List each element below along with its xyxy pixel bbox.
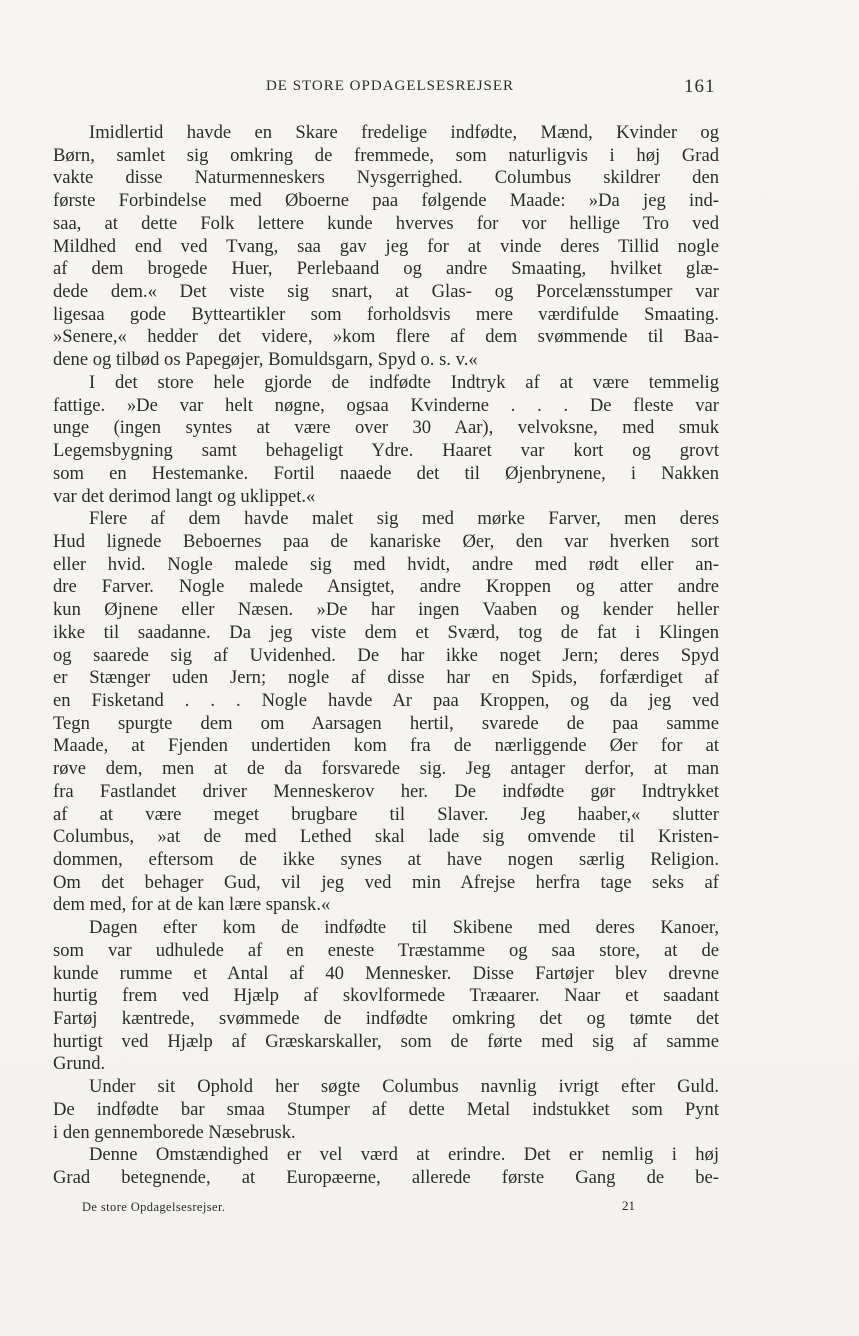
text-line: fra Fastlandet driver Menneskerov her. De indfødte gør Indtrykket — [53, 780, 719, 802]
text-line: I det store hele gjorde de indfødte Indtryk af at være temmelig — [89, 371, 719, 393]
text-line: Hud lignede Beboernes paa de kanariske Øer, den var hverken sort — [53, 530, 719, 552]
text-line: som en Hestemanke. Fortil naaede det til Øjenbrynene, i Nakken — [53, 462, 719, 484]
text-line: er Stænger uden Jern; nogle af disse har en Spids, forfærdiget af — [53, 667, 719, 689]
text-line: Flere af dem havde malet sig med mørke Farver, men deres — [89, 508, 719, 530]
text-line: af at være meget brugbare til Slaver. Jeg haaber,« slutter — [53, 803, 719, 825]
text-line: dommen, eftersom de ikke synes at have nogen særlig Religion. — [53, 849, 719, 870]
text-line: Under sit Ophold her søgte Columbus navnlig ivrigt efter Guld. — [89, 1076, 719, 1098]
text-line: Mildhed end ved Tvang, saa gav jeg for at vinde deres Tillid nogle — [53, 235, 719, 257]
text-line: af dem brogede Huer, Perlebaand og andre Smaating, hvilket glæ- — [53, 258, 719, 280]
text-line: var det derimod langt og uklippet.« — [53, 485, 316, 507]
text-line: hurtigt ved Hjælp af Græskarskaller, som de førte med sig af samme — [53, 1030, 719, 1052]
signature-number: 21 — [622, 1198, 635, 1213]
text-line: dem med, for at de kan lære spansk.« — [53, 894, 331, 916]
text-line: ligesaa gode Bytteartikler som forholdsvis mere værdifulde Smaating. — [53, 303, 719, 325]
text-line: saa, at dette Folk lettere kunde hverves for vor hellige Tro ved — [53, 212, 719, 234]
text-line: »Senere,« hedder det videre, »kom flere af dem svømmende til Baa- — [53, 326, 719, 348]
text-line: dede dem.« Det viste sig snart, at Glas- og Porcelænsstumper var — [53, 281, 719, 303]
page-number: 161 — [684, 76, 716, 97]
text-line: Fartøj kæntrede, svømmede de indfødte omkring det og tømte det — [53, 1008, 719, 1030]
text-line: De indfødte bar smaa Stumper af dette Metal indstukket som Pynt — [53, 1098, 719, 1120]
text-line: Grund. — [53, 1053, 106, 1075]
text-line: Columbus, »at de med Lethed skal lade sig omvende til Kristen- — [53, 826, 719, 848]
page-footer — [0, 1196, 859, 1220]
text-line: fattige. »De var helt nøgne, ogsaa Kvinderne . . . De fleste var — [53, 394, 719, 416]
text-line: en Fisketand . . . Nogle havde Ar paa Kroppen, og da jeg ved — [53, 689, 719, 711]
text-line: Denne Omstændighed er vel værd at erindre. Det er nemlig i høj — [89, 1144, 719, 1166]
text-line: Imidlertid havde en Skare fredelige indfødte, Mænd, Kvinder og — [89, 122, 719, 143]
text-line: som var udhulede af en eneste Træstamme og saa store, at de — [53, 939, 719, 961]
text-line: kunde rumme et Antal af 40 Mennesker. Disse Fartøjer blev drevne — [53, 962, 719, 984]
text-line: ikke til saadanne. Da jeg viste dem et Sværd, tog de fat i Klingen — [53, 621, 719, 643]
text-line: Grad betegnende, at Europæerne, allerede første Gang de be- — [53, 1167, 719, 1189]
text-line: Børn, samlet sig omkring de fremmede, som naturligvis i høj Grad — [53, 144, 719, 166]
text-line: eller hvid. Nogle malede sig med hvidt, andre med rødt eller an- — [53, 553, 719, 575]
signature-title: De store Opdagelsesrejser. — [82, 1200, 226, 1214]
text-line: Maade, at Fjenden undertiden kom fra de nærliggende Øer for at — [53, 735, 719, 757]
body-text — [53, 122, 719, 1190]
text-line: Tegn spurgte dem om Aarsagen hertil, svarede de paa samme — [53, 712, 719, 734]
text-line: Om det behager Gud, vil jeg ved min Afrejse herfra tage seks af — [53, 871, 719, 893]
text-line: og saarede sig af Uvidenhed. De har ikke noget Jern; deres Spyd — [53, 644, 719, 666]
text-line: hurtig frem ved Hjælp af skovlformede Træaarer. Naar et saadant — [53, 985, 719, 1007]
text-line: Dagen efter kom de indfødte til Skibene med deres Kanoer, — [89, 917, 719, 939]
text-line: røve dem, men at de da forsvarede sig. Jeg antager derfor, at man — [53, 758, 719, 780]
text-line: første Forbindelse med Øboerne paa følgende Maade: »Da jeg ind- — [53, 190, 719, 212]
text-line: vakte disse Naturmenneskers Nysgerrighed. Columbus skildrer den — [53, 167, 719, 189]
text-line: Legemsbygning samt behageligt Ydre. Haaret var kort og grovt — [53, 440, 719, 462]
text-line: dene og tilbød os Papegøjer, Bomuldsgarn, Spyd o. s. v.« — [53, 349, 478, 371]
text-line: dre Farver. Nogle malede Ansigtet, andre Kroppen og atter andre — [53, 576, 719, 598]
text-line: unge (ingen syntes at være over 30 Aar), velvoksne, med smuk — [53, 417, 719, 439]
text-line: kun Øjnene eller Næsen. »De har ingen Vaaben og kender heller — [53, 599, 719, 621]
page-header — [0, 74, 859, 104]
running-title: DE STORE OPDAGELSESREJSER — [265, 78, 515, 94]
text-line: i den gennemborede Næsebrusk. — [53, 1121, 296, 1143]
